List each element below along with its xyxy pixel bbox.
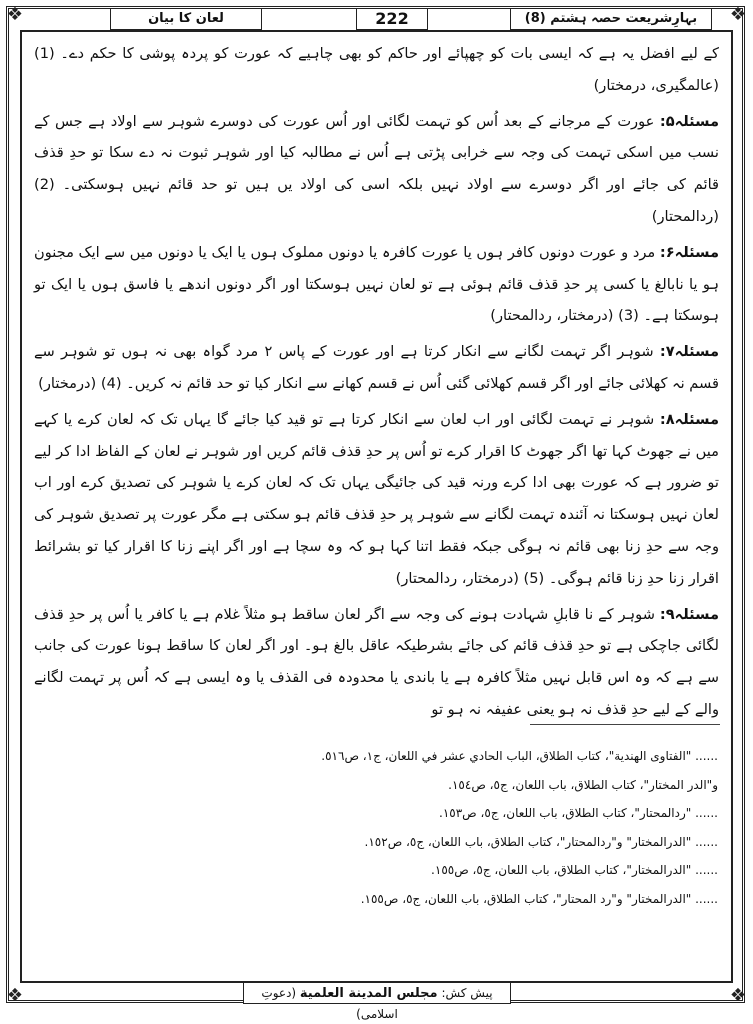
footnote: ...... "الدرالمختار" و"رد المحتار"، كتاب الطلاق، باب اللعان، ج٥، ص١٥٥. [360, 891, 718, 906]
page-number: 222 [356, 8, 428, 30]
publisher-suffix: (دعوتِ اسلامی) [261, 986, 398, 1021]
footnote-separator [530, 724, 720, 725]
corner-ornament-icon: ❖ [6, 985, 24, 1006]
footnote: ...... "الدرالمختار"، كتاب الطلاق، باب اللعان، ج٥، ص١٥٥. [431, 863, 718, 877]
publisher-prefix: پیش کش: [441, 986, 493, 1000]
page-footer [0, 982, 753, 1021]
paragraph-text: شوہر نے تہمت لگائی اور اب لعان سے انکار کرتا ہے تو قید کیا جائے گا یہاں تک کہ لعان کرے یا کہے میں نے جھوٹ کہا تھا اگر جھوٹ کا اقرار کرے تو اُس پر حدِ قذف قائم کریں اور شوہر نے لعان کے الفاظ ادا کر لیے تو ضرور ہے کہ عورت بھی ادا کرے ورنہ قید کی جائیگی یہاں تک کہ لعان کرے یا شوہر کی تصدیق کرے اور اب لعان نہیں ہوسکتا نہ آئندہ تہمت لگانے سے شوہر پر حدِ قذف قائم ہو سکتی ہے مگر عورت پر تصدیق شوہر کی وجہ سے حدِ زنا بھی قائم نہ ہوگی جبکہ فقط اتنا کہا ہو کہ وہ سچا ہے اور اگر اپنے زنا کا اقرار کیا تو بشرائط اقرار زنا حدِ زنا قائم ہوگی۔ (5) (درمختار، ردالمحتار) [34, 410, 719, 587]
paragraph-text: شوہر اگر تہمت لگانے سے انکار کرتا ہے اور عورت کے پاس ۲ مرد گواہ بھی نہ ہوں تو شوہر سے قسم نہ کھلائی جائے اور اگر قسم کھلائی گئی اُس نے قسم کھانے سے انکار کیا تو حد قائم نہ کریں۔ (4) (درمختار) [34, 343, 719, 392]
footnotes [200, 742, 718, 913]
paragraph-text: شوہر کے نا قابلِ شہادت ہونے کی وجہ سے اگر لعان ساقط ہو مثلاً غلام ہے یا کافر یا اُس پر حدِ قذف لگائی جاچکی ہے تو حدِ قذف قائم کی جائے بشرطیکہ عاقل بالغ ہو۔ اور اگر لعان کا ساقط ہونا عورت کی جانب سے ہے کہ وہ اس قابل نہیں مثلاً کافرہ ہے یا باندی یا محدودہ فی القذف یا وہ ایسی ہے کہ اُس پر تہمت لگانے والے کے لیے حدِ قذف نہ ہو یعنی عفیفہ نہ ہو تو [34, 605, 719, 718]
paragraph [34, 106, 719, 233]
corner-ornament-icon: ❖ [729, 985, 747, 1006]
paragraph [34, 237, 719, 332]
book-title: بہارِشریعت حصہ ہشتم (8) [510, 8, 712, 30]
paragraph [34, 599, 719, 726]
masala-label: مسئلہ۸: [659, 410, 719, 428]
paragraph-text: عورت کے مرجانے کے بعد اُس کو تہمت لگائی اور اُس عورت کی دوسرے شوہر سے اولاد ہے جس کے نسب میں اسکی تہمت کی وجہ سے خرابی پڑتی ہے اُس نے مطالبہ کیا اور شوہر ثبوت نہ دے سکا تو حدِ قذف قائم کی جائے اور اگر دوسرے سے اولاد نہیں بلکہ اسی کی اولاد یں ہیں تو حد قائم نہیں ہوسکتی۔ (2) (ردالمحتار) [34, 112, 719, 225]
publisher-name: مجلس المدينة العلمية [299, 986, 438, 1001]
corner-ornament-icon: ❖ [729, 4, 747, 25]
paragraph-text: مرد و عورت دونوں کافر ہوں یا عورت کافرہ یا دونوں مملوک ہوں یا ایک یا دونوں میں سے ایک مجنون ہو یا نابالغ یا کسی پر حدِ قذف قائم ہوئی ہے تو لعان نہیں ہوسکتا اور اگر دونوں اندھے یا فاسق ہوں یا ایک تو ہوسکتا ہے۔ (3) (درمختار، ردالمحتار) [34, 243, 719, 325]
paragraph [34, 336, 719, 400]
paragraph-text: کے لیے افضل یہ ہے کہ ایسی بات کو چھپائے اور حاکم کو بھی چاہیے کہ عورت کو پردہ پوشی کا حکم دے۔ (1) (عالمگیری، درمختار) [34, 45, 719, 94]
footnote: ...... "ردالمحتار"، كتاب الطلاق، باب اللعان، ج٥، ص١٥٣. [439, 806, 718, 820]
chapter-title: لعان کا بیان [110, 8, 262, 30]
paragraph [34, 404, 719, 595]
page-header [20, 6, 733, 30]
corner-ornament-icon: ❖ [6, 4, 24, 25]
masala-label: مسئلہ۶: [659, 243, 719, 261]
paragraph [34, 38, 719, 102]
footnote: ...... "الدرالمختار" و"ردالمحتار"، كتاب الطلاق، باب اللعان، ج٥، ص١٥٢. [364, 834, 718, 849]
masala-label: مسئلہ۹: [659, 605, 719, 623]
footnote: و"الدر المختار"، كتاب الطلاق، باب اللعان، ج٥، ص١٥٤. [448, 777, 718, 792]
footnote: ...... "الفتاوى الهندية"، كتاب الطلاق، الباب الحادي عشر في اللعان، ج١، ص٥١٦. [321, 749, 718, 763]
publisher-box [243, 982, 511, 1021]
masala-label: مسئلہ۵: [659, 112, 720, 130]
masala-label: مسئلہ۷: [659, 343, 720, 361]
main-text [34, 38, 719, 730]
